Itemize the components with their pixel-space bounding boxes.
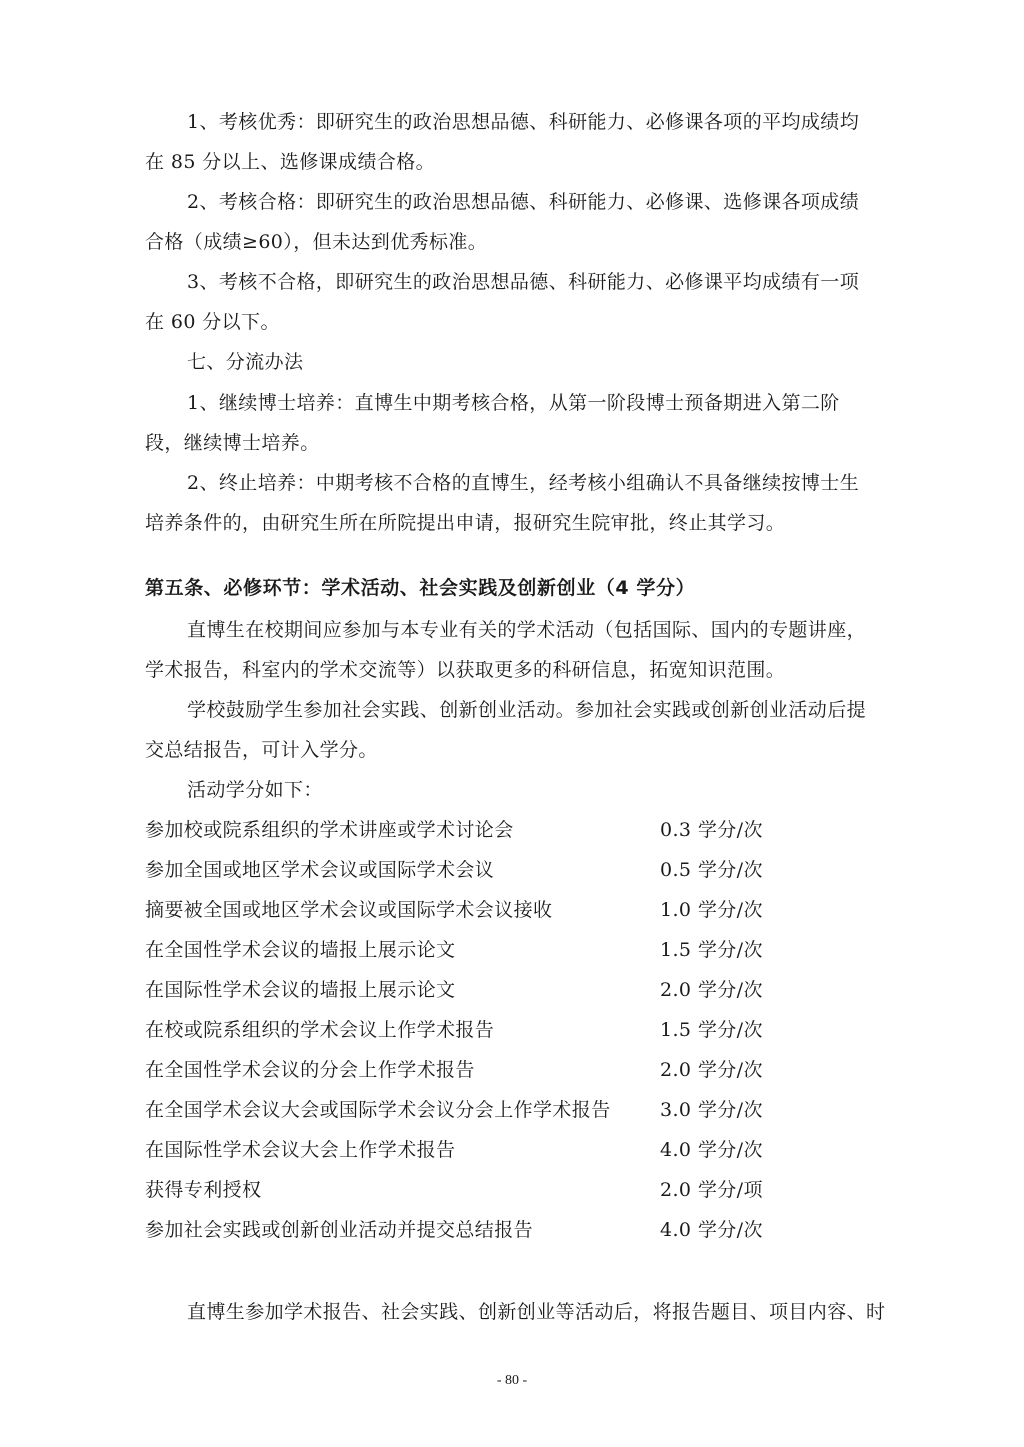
paragraph-academic-line-2: 学术报告，科室内的学术交流等）以获取更多的科研信息，拓宽知识范围。 [145, 659, 786, 681]
credit-activity: 在全国学术会议大会或国际学术会议分会上作学术报告 [145, 1099, 611, 1121]
credit-value: 0.3 学分/次 [660, 819, 763, 841]
credit-activity: 获得专利授权 [145, 1179, 262, 1201]
paragraph-continue-line-2: 段，继续博士培养。 [145, 432, 320, 454]
credit-activity: 参加校或院系组织的学术讲座或学术讨论会 [145, 819, 514, 841]
paragraph-fail-line-1: 3、考核不合格，即研究生的政治思想品德、科研能力、必修课平均成绩有一项 [187, 271, 860, 293]
credit-activity: 在校或院系组织的学术会议上作学术报告 [145, 1019, 495, 1041]
credit-activity: 在国际性学术会议的墙报上展示论文 [145, 979, 456, 1001]
paragraph-closing-line-1: 直博生参加学术报告、社会实践、创新创业等活动后，将报告题目、项目内容、时 [187, 1301, 886, 1323]
paragraph-terminate-line-2: 培养条件的，由研究生所在所院提出申请，报研究生院审批，终止其学习。 [145, 512, 786, 534]
credit-row [145, 856, 845, 884]
credit-value: 3.0 学分/次 [660, 1099, 763, 1121]
paragraph-fail-line-2: 在 60 分以下。 [145, 311, 280, 333]
credit-activity: 在国际性学术会议大会上作学术报告 [145, 1139, 456, 1161]
credit-row [145, 1136, 845, 1164]
credit-activity: 在全国性学术会议的墙报上展示论文 [145, 939, 456, 961]
paragraph-terminate-line-1: 2、终止培养：中期考核不合格的直博生，经考核小组确认不具备继续按博士生 [187, 472, 860, 494]
paragraph-pass-line-1: 2、考核合格：即研究生的政治思想品德、科研能力、必修课、选修课各项成绩 [187, 191, 860, 213]
credit-value: 4.0 学分/次 [660, 1219, 763, 1241]
credit-value: 4.0 学分/次 [660, 1139, 763, 1161]
section-heading-diversion: 七、分流办法 [187, 351, 304, 373]
credit-value: 2.0 学分/项 [660, 1179, 763, 1201]
credit-value: 1.5 学分/次 [660, 939, 763, 961]
paragraph-excellent-line-2: 在 85 分以上、选修课成绩合格。 [145, 151, 436, 173]
credit-row [145, 976, 845, 1004]
paragraph-encourage-line-2: 交总结报告，可计入学分。 [145, 739, 378, 761]
credit-value: 1.5 学分/次 [660, 1019, 763, 1041]
credit-row [145, 1016, 845, 1044]
credit-row [145, 896, 845, 924]
article-five-heading: 第五条、必修环节：学术活动、社会实践及创新创业（4 学分） [145, 577, 696, 599]
credit-activity: 摘要被全国或地区学术会议或国际学术会议接收 [145, 899, 553, 921]
credits-intro: 活动学分如下： [187, 779, 323, 801]
credit-activity: 在全国性学术会议的分会上作学术报告 [145, 1059, 475, 1081]
credit-activity: 参加全国或地区学术会议或国际学术会议 [145, 859, 495, 881]
credit-activity: 参加社会实践或创新创业活动并提交总结报告 [145, 1219, 534, 1241]
credit-value: 1.0 学分/次 [660, 899, 763, 921]
paragraph-excellent-line-1: 1、考核优秀：即研究生的政治思想品德、科研能力、必修课各项的平均成绩均 [187, 111, 860, 133]
paragraph-continue-line-1: 1、继续博士培养：直博生中期考核合格，从第一阶段博士预备期进入第二阶 [187, 392, 840, 414]
credit-row [145, 1096, 845, 1124]
paragraph-academic-line-1: 直博生在校期间应参加与本专业有关的学术活动（包括国际、国内的专题讲座， [187, 619, 867, 641]
credit-row [145, 936, 845, 964]
credit-row [145, 1176, 845, 1204]
credit-row [145, 816, 845, 844]
credit-value: 2.0 学分/次 [660, 1059, 763, 1081]
credit-value: 2.0 学分/次 [660, 979, 763, 1001]
credit-row [145, 1056, 845, 1084]
paragraph-encourage-line-1: 学校鼓励学生参加社会实践、创新创业活动。参加社会实践或创新创业活动后提 [187, 699, 867, 721]
credit-value: 0.5 学分/次 [660, 859, 763, 881]
paragraph-pass-line-2: 合格（成绩≥60），但未达到优秀标准。 [145, 231, 488, 253]
page-number: - 80 - [496, 1373, 528, 1388]
credit-row [145, 1216, 845, 1244]
